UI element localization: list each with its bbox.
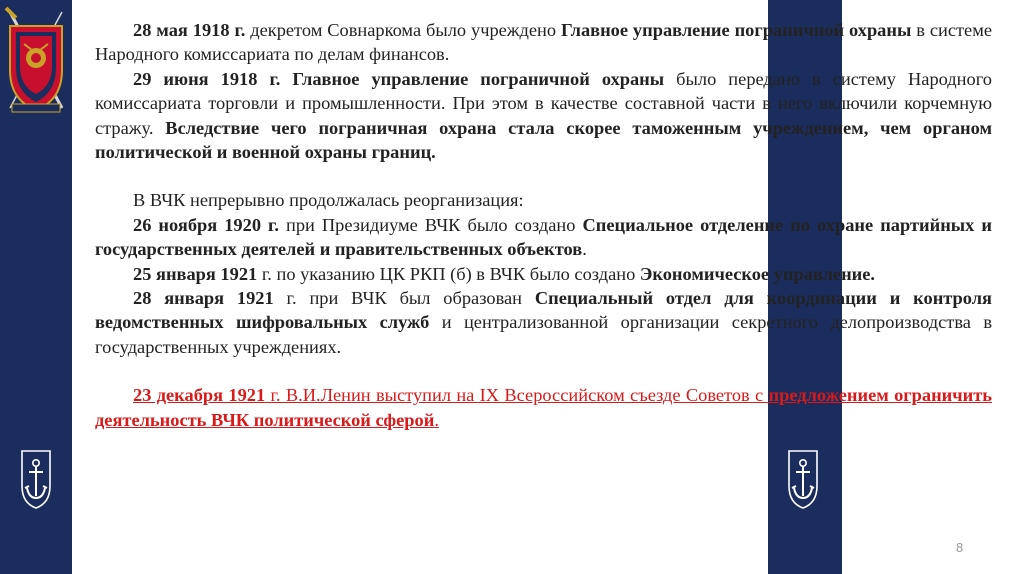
body-text — [280, 69, 292, 89]
body-text: . — [582, 239, 587, 260]
body-text: в системе Народного комиссариата по делам финансов. — [95, 20, 992, 65]
page-number: 8 — [956, 540, 964, 555]
date-text: 26 ноября 1920 г. — [133, 214, 279, 235]
paragraph-may-1918 — [95, 18, 992, 67]
date-text: 25 января 1921 — [133, 263, 258, 284]
body-text: . — [434, 409, 439, 430]
body-text: при Президиуме ВЧК было создано — [278, 214, 583, 235]
date-text: 23 декабря 1921 — [133, 385, 266, 406]
emphasis-text: Вследствие чего пограничная охрана стала скорее таможенным учреждением, чем органом политической и военной охраны границ. — [95, 117, 992, 163]
body-text: и централизованной организации секретного делопроизводства в государственных учреждениях. — [95, 312, 992, 357]
paragraph-spacer — [95, 359, 992, 383]
fsb-shield-emblem-icon — [2, 4, 70, 116]
anchor-emblem-icon — [19, 448, 53, 510]
date-text: 28 января 1921 — [133, 288, 274, 309]
emphasis-text: Специальное отделение по охране партийных и государственных деятелей и правительственных объектов — [95, 214, 992, 260]
paragraph-reorganization — [95, 188, 992, 212]
paragraph-june-1918 — [95, 67, 992, 165]
body-text: В ВЧК непрерывно продолжалась реорганизация: — [133, 190, 524, 211]
emphasis-text: Главное управление пограничной охраны — [561, 20, 912, 40]
paragraph-january-28-1921 — [95, 286, 992, 359]
date-text: 28 мая 1918 г. — [133, 20, 246, 40]
body-text: декретом Совнаркома было учреждено — [245, 20, 561, 40]
paragraph-november-1920 — [95, 213, 992, 262]
paragraph-january-25-1921 — [95, 262, 992, 286]
date-text: 29 июня 1918 г. — [133, 68, 281, 89]
emphasis-text: Экономическое управление. — [639, 263, 876, 284]
body-text: г. по указанию ЦК РКП (б) в ВЧК было создано — [257, 263, 640, 284]
emphasis-text: Главное управление пограничной охраны — [292, 68, 665, 89]
emphasis-text: предложением ограничить деятельность ВЧК политической сферой — [95, 385, 992, 430]
body-text: г. при ВЧК был образован — [273, 288, 535, 309]
slide-text-body — [95, 18, 992, 432]
paragraph-december-1921-highlight — [95, 383, 992, 432]
paragraph-spacer — [95, 164, 992, 188]
emphasis-text: Специальный отдел для координации и контроля ведомственных шифровальных служб — [95, 288, 992, 333]
anchor-emblem-icon — [786, 448, 820, 510]
body-text: г. В.И.Ленин выступил на IX Всероссийском съезде Советов с — [265, 385, 769, 406]
body-text: было передано в систему Народного комиссариата торговли и промышленности. При этом в качестве составной части в него включили корчемную стражу. — [95, 68, 992, 138]
